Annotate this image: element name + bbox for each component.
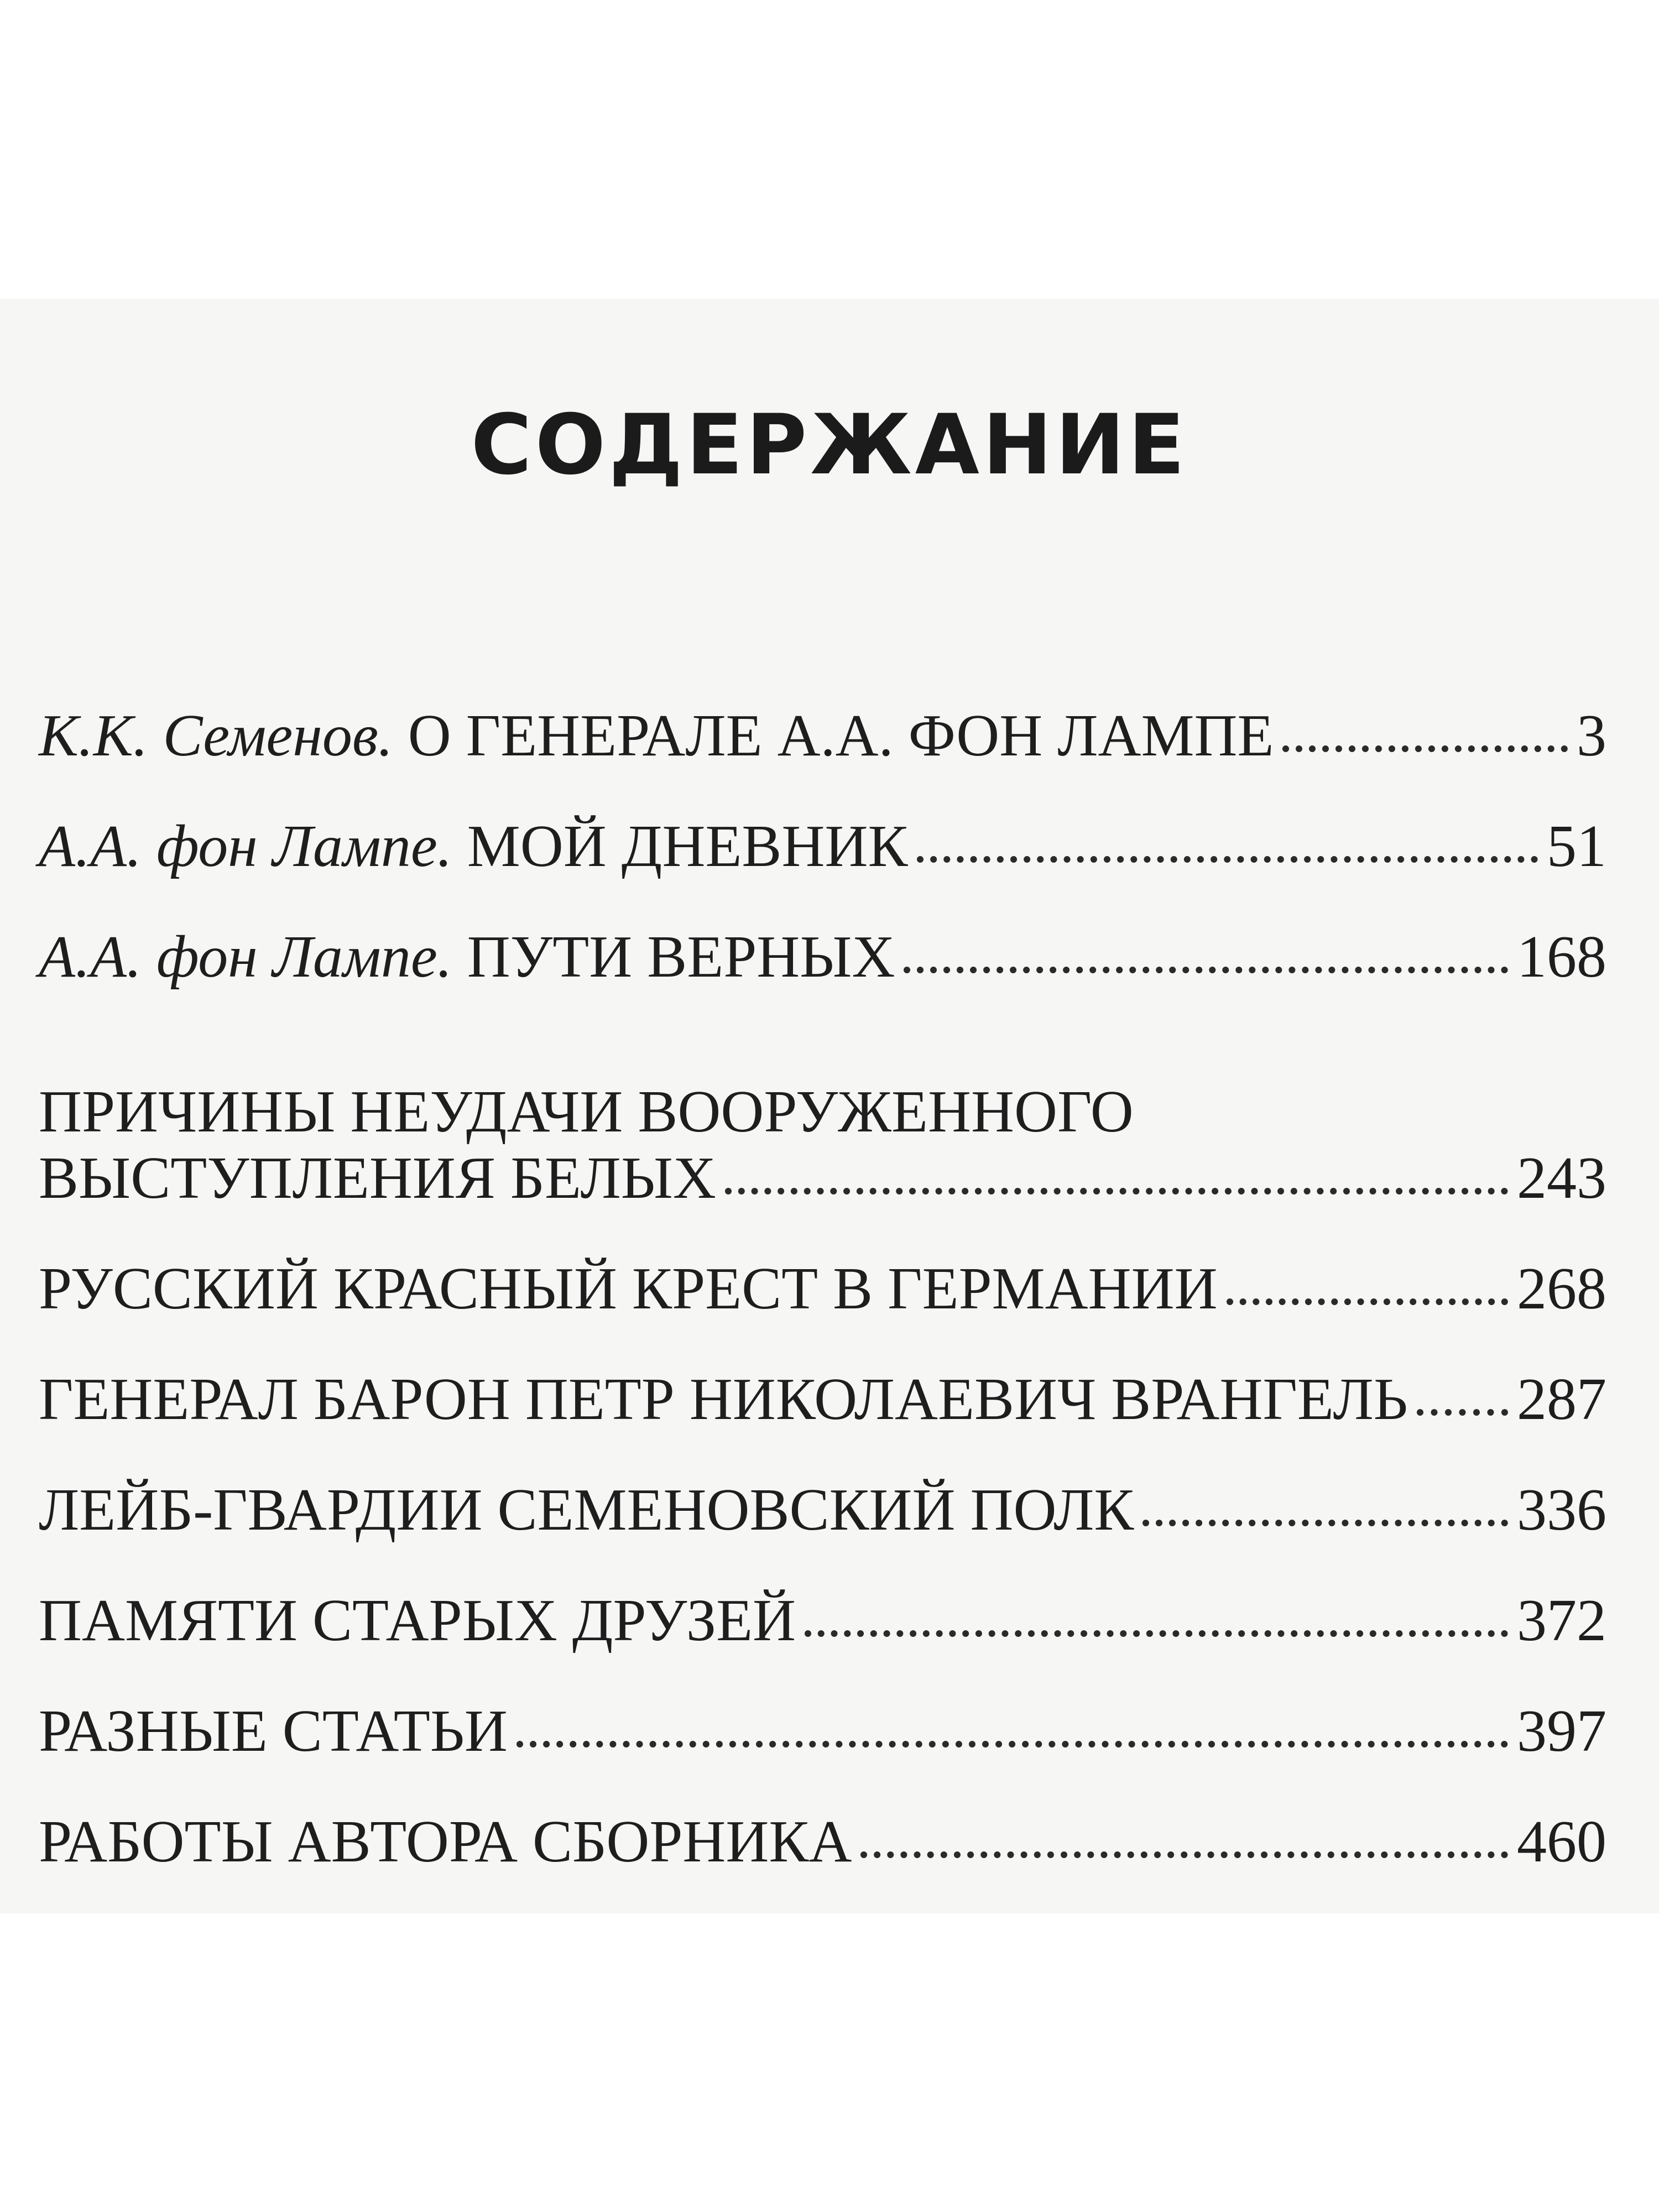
dot-leader — [1417, 1409, 1508, 1416]
entry-page-number: 243 — [1517, 1145, 1606, 1211]
dot-leader — [904, 967, 1508, 973]
entry-author: А.А. фон Лампе. — [39, 924, 452, 990]
entry-title: ЛЕЙБ-ГВАРДИИ СЕМЕНОВСКИЙ ПОЛК — [39, 1477, 1134, 1543]
entry-page-number: 336 — [1517, 1477, 1606, 1543]
toc-entry-line — [39, 924, 1606, 990]
entry-page-number: 397 — [1517, 1698, 1606, 1764]
entry-page-number: 460 — [1517, 1809, 1606, 1875]
entry-title: РАБОТЫ АВТОРА СБОРНИКА — [39, 1809, 852, 1875]
entry-title-first-line: ПРИЧИНЫ НЕУДАЧИ ВООРУЖЕННОГО — [39, 1079, 1134, 1145]
entry-title: ПУТИ ВЕРНЫХ — [467, 924, 895, 990]
entry-title: РАЗНЫЕ СТАТЬИ — [39, 1698, 508, 1764]
dot-leader — [1282, 745, 1568, 752]
page-title: СОДЕРЖАНИЕ — [471, 397, 1188, 493]
toc-entry-7 — [39, 1430, 1606, 1543]
entry-title: ГЕНЕРАЛ БАРОН ПЕТР НИКОЛАЕВИЧ ВРАНГЕЛЬ — [39, 1366, 1408, 1432]
entry-title: РУССКИЙ КРАСНЫЙ КРЕСТ В ГЕРМАНИИ — [39, 1256, 1218, 1322]
entry-page-number: 168 — [1517, 924, 1606, 990]
dot-leader — [860, 1851, 1508, 1858]
toc-entry-1 — [39, 655, 1606, 769]
entry-page-number: 268 — [1517, 1256, 1606, 1322]
toc-entry-line — [39, 1477, 1606, 1543]
toc-entry-9 — [39, 1651, 1606, 1764]
toc-entry-line — [39, 1256, 1606, 1322]
toc-entry-4 — [39, 987, 1606, 1211]
table-of-contents — [39, 655, 1606, 1875]
toc-entry-line — [39, 1366, 1606, 1432]
toc-entry-line — [39, 1809, 1606, 1875]
entry-page-number: 372 — [1517, 1588, 1606, 1653]
toc-entry-6 — [39, 1319, 1606, 1430]
dot-leader — [517, 1741, 1508, 1747]
toc-entry-8 — [39, 1540, 1606, 1651]
entry-title: МОЙ ДНЕВНИК — [467, 813, 908, 879]
toc-entry-line — [39, 703, 1606, 769]
entry-title: О ГЕНЕРАЛЕ А.А. ФОН ЛАМПЕ — [408, 703, 1274, 769]
toc-entry-line — [39, 1698, 1606, 1764]
dot-leader — [805, 1630, 1508, 1637]
toc-entry-3 — [39, 877, 1606, 990]
toc-entry-line — [39, 1079, 1606, 1145]
entry-author: К.К. Семенов. — [39, 703, 393, 769]
toc-entry-line — [39, 813, 1606, 879]
dot-leader — [917, 856, 1538, 863]
entry-page-number: 51 — [1547, 813, 1606, 879]
entry-page-number: 3 — [1577, 703, 1606, 769]
toc-entry-5 — [39, 1208, 1606, 1322]
toc-entry-2 — [39, 766, 1606, 877]
dot-leader — [1142, 1520, 1508, 1526]
entry-author: А.А. фон Лампе. — [39, 813, 452, 879]
entry-title: ПАМЯТИ СТАРЫХ ДРУЗЕЙ — [39, 1588, 796, 1653]
dot-leader — [725, 1188, 1508, 1194]
toc-entry-line — [39, 1145, 1606, 1211]
entry-title: ВЫСТУПЛЕНИЯ БЕЛЫХ — [39, 1145, 716, 1211]
dot-leader — [1227, 1298, 1508, 1305]
toc-entry-line — [39, 1588, 1606, 1653]
entry-page-number: 287 — [1517, 1366, 1606, 1432]
toc-entry-10 — [39, 1761, 1606, 1875]
